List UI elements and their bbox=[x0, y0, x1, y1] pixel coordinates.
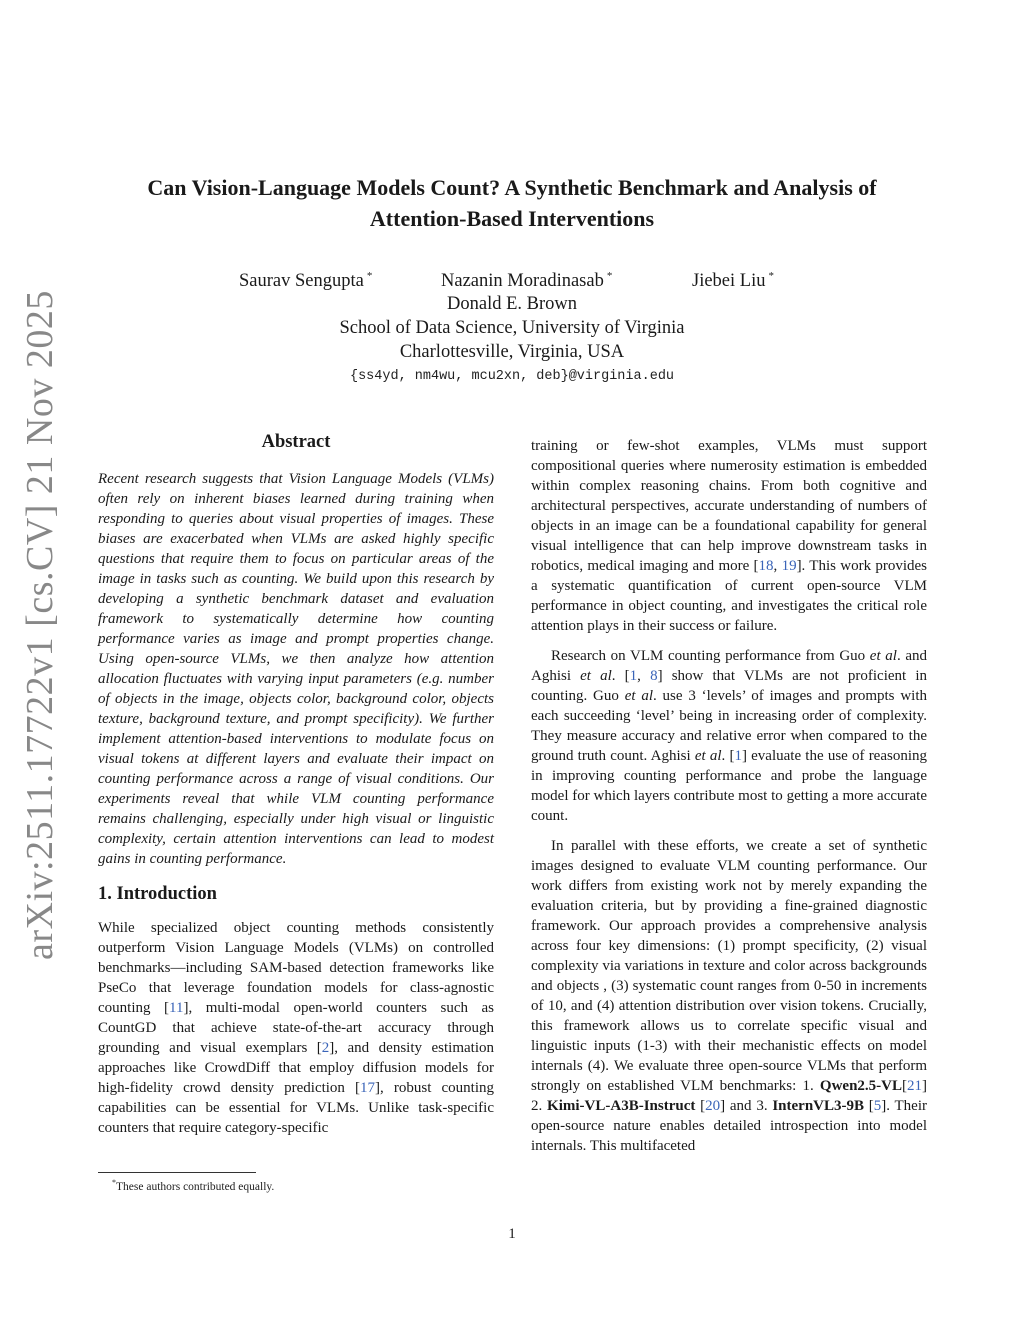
left-column bbox=[98, 432, 494, 1138]
model-name: Kimi-VL-A3B-Instruct bbox=[547, 1098, 696, 1114]
paper-title bbox=[100, 172, 924, 234]
title-line-2: Attention-Based Interventions bbox=[369, 206, 655, 231]
intro-paragraph-1: While specialized object counting methods consistently outperform Vision Language Models (VLMs) on controlled benchmarks—including SAM-based detection frameworks like PseCo that leverage foundation models for class-agnostic counting [11], multi-modal open-world counters such as CountGD that achieve state-of-the-art accuracy through grounding and visual exemplars [2], and density estimation approaches like CrowdDiff that employ diffusion models for high-fidelity crowd density prediction [17], robust counting capabilities can be essential for VLMs. Unlike task-specific counters that require category-specific bbox=[98, 920, 494, 1136]
citation-link[interactable]: 21 bbox=[907, 1078, 922, 1094]
citation-link[interactable]: 11 bbox=[169, 1000, 184, 1016]
citation-link[interactable]: 19 bbox=[781, 558, 797, 574]
model-name: InternVL3-9B bbox=[772, 1098, 865, 1114]
citation-link[interactable]: 17 bbox=[360, 1080, 376, 1096]
citation-link[interactable]: 1 bbox=[629, 668, 638, 684]
citation-link[interactable]: 2 bbox=[321, 1040, 330, 1056]
abstract-heading: Abstract bbox=[261, 432, 331, 452]
body-paragraph-2: Research on VLM counting performance from Guo et al. and Aghisi et al. [1, 8] show that VLMs are not proficient in counting. Guo et al. use 3 ‘levels’ of images and prompts with each succeeding ‘level’ being in increasing order of complexity. They measure accuracy and relative error when compared to the ground truth count. Aghisi et al. [1] evaluate the use of reasoning in improving counting performance and probe the language model for which layers contribute most to getting a more accurate count. bbox=[531, 648, 928, 824]
introduction-heading: 1. Introduction bbox=[98, 884, 217, 904]
affiliation-location: Charlottesville, Virginia, USA bbox=[399, 342, 625, 362]
title-line-1: Can Vision-Language Models Count? A Synthetic Benchmark and Analysis of bbox=[147, 175, 877, 200]
arxiv-identifier: arXiv:2511.17722v1 [cs.CV] 21 Nov 2025 bbox=[19, 290, 61, 960]
body-paragraph-1: training or few-shot examples, VLMs must support compositional queries where numerosity estimation is embedded within complex reasoning chains. From both cognitive and architectural perspectives, accurate understanding of numbers of objects in an image can be a foundational capability for general visual intelligence that can help improve downstream tasks in robotics, medical imaging and more [18, 19]. This work provides a systematic quantification of current open-source VLM performance in object counting, and investigates the critical role attention plays in their success or failure. bbox=[531, 438, 927, 634]
page-number: 1 bbox=[508, 1226, 516, 1242]
body-paragraph-3: In parallel with these efforts, we create a set of synthetic images designed to evaluate VLM counting performance. Our work differs from existing work not by merely expanding the evaluation criteria, but by providing a fine-grained diagnostic framework. Our approach provides a comprehensive analysis across four key dimensions: (1) prompt specificity, (2) visual complexity via variations in texture and color across backgrounds and objects , (3) systematic count ranges from 0-50 in increments of 10, and (4) attention distribution over vision tokens. Crucially, this framework allows us to correlate specific visual and linguistic inputs (1-3) with their mechanistic effects on model internals (4). We evaluate three open-source VLMs that perform strongly on established VLM benchmarks: 1. Qwen2.5-VL[21] 2. Kimi-VL-A3B-Instruct [20] and 3. InternVL3-9B [5]. Their open-source nature enables detailed introspection into model internals. This multifaceted bbox=[531, 838, 928, 1154]
author-2: Nazanin Moradinasab * bbox=[441, 270, 613, 292]
abstract-text: Recent research suggests that Vision Language Models (VLMs) often rely on inherent biases learned during training when responding to queries about visual properties of images. These biases are exacerbated when VLMs are asked highly specific questions that require them to focus on particular areas of the image in tasks such as counting. We build upon this research by developing a synthetic benchmark dataset and evaluation framework to systematically determine how counting performance varies as image and prompt properties change. Using open-source VLMs, we then analyze how attention allocation fluctuates with varying input parameters (e.g. number of objects in the image, objects color, background color, objects texture, background texture, and prompt specificity). We further implement attention-based interventions to modulate focus on visual tokens at different layers and evaluate their impact on counting performance across a range of visual conditions. Our experiments reveal that while VLM counting performance remains challenging, especially under high visual or linguistic complexity, certain attention interventions can lead to modest gains in counting performance. bbox=[98, 471, 494, 867]
affiliation-school: School of Data Science, University of Virginia bbox=[339, 318, 685, 338]
citation-link[interactable]: 18 bbox=[758, 558, 774, 574]
author-3: Jiebei Liu * bbox=[692, 270, 774, 292]
footnote: *These authors contributed equally. bbox=[112, 1178, 275, 1193]
citation-link[interactable]: 20 bbox=[705, 1098, 721, 1114]
author-email[interactable]: {ss4yd, nm4wu, mcu2xn, deb}@virginia.edu bbox=[349, 369, 675, 384]
citation-link[interactable]: 8 bbox=[650, 668, 658, 684]
model-name: Qwen2.5-VL bbox=[819, 1078, 902, 1094]
footnote-divider bbox=[98, 1172, 256, 1173]
citation-link[interactable]: 1 bbox=[734, 748, 742, 764]
author-4: Donald E. Brown bbox=[447, 294, 577, 314]
author-1: Saurav Sengupta * bbox=[239, 270, 373, 292]
right-column bbox=[531, 436, 927, 1156]
citation-link[interactable]: 5 bbox=[873, 1098, 882, 1114]
